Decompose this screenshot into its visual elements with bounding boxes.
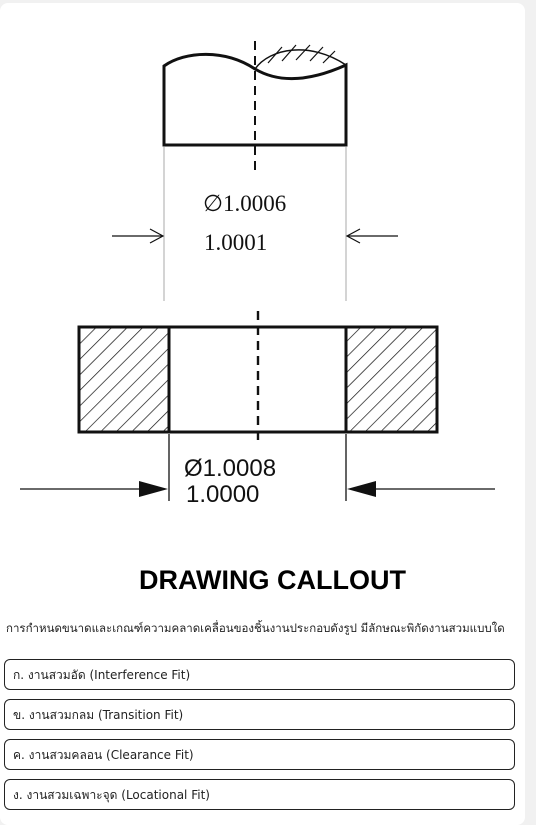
option-a[interactable]: ก. งานสวมอัด (Interference Fit): [4, 659, 515, 690]
shaft-dimension-min: 1.0001: [204, 230, 268, 255]
question-text: การกำหนดขนาดและเกณฑ์ความคลาดเคลื่อนของชิ้นงานประกอบดังรูป มีลักษณะพิกัดงานสวมแบบใด: [6, 621, 505, 635]
option-c[interactable]: ค. งานสวมคลอน (Clearance Fit): [4, 739, 515, 770]
drawing-title: DRAWING CALLOUT: [139, 565, 406, 595]
option-b[interactable]: ข. งานสวมกลม (Transition Fit): [4, 699, 515, 730]
hole-dimension-min: 1.0000: [186, 481, 260, 508]
shaft-dimension-max: ∅1.0006: [203, 191, 287, 216]
technical-drawing: [0, 3, 525, 523]
hole-view: [20, 311, 495, 508]
hole-dimension-max: Ø1.0008: [184, 455, 277, 482]
shaft-view: [112, 41, 398, 301]
option-d[interactable]: ง. งานสวมเฉพาะจุด (Locational Fit): [4, 779, 515, 810]
